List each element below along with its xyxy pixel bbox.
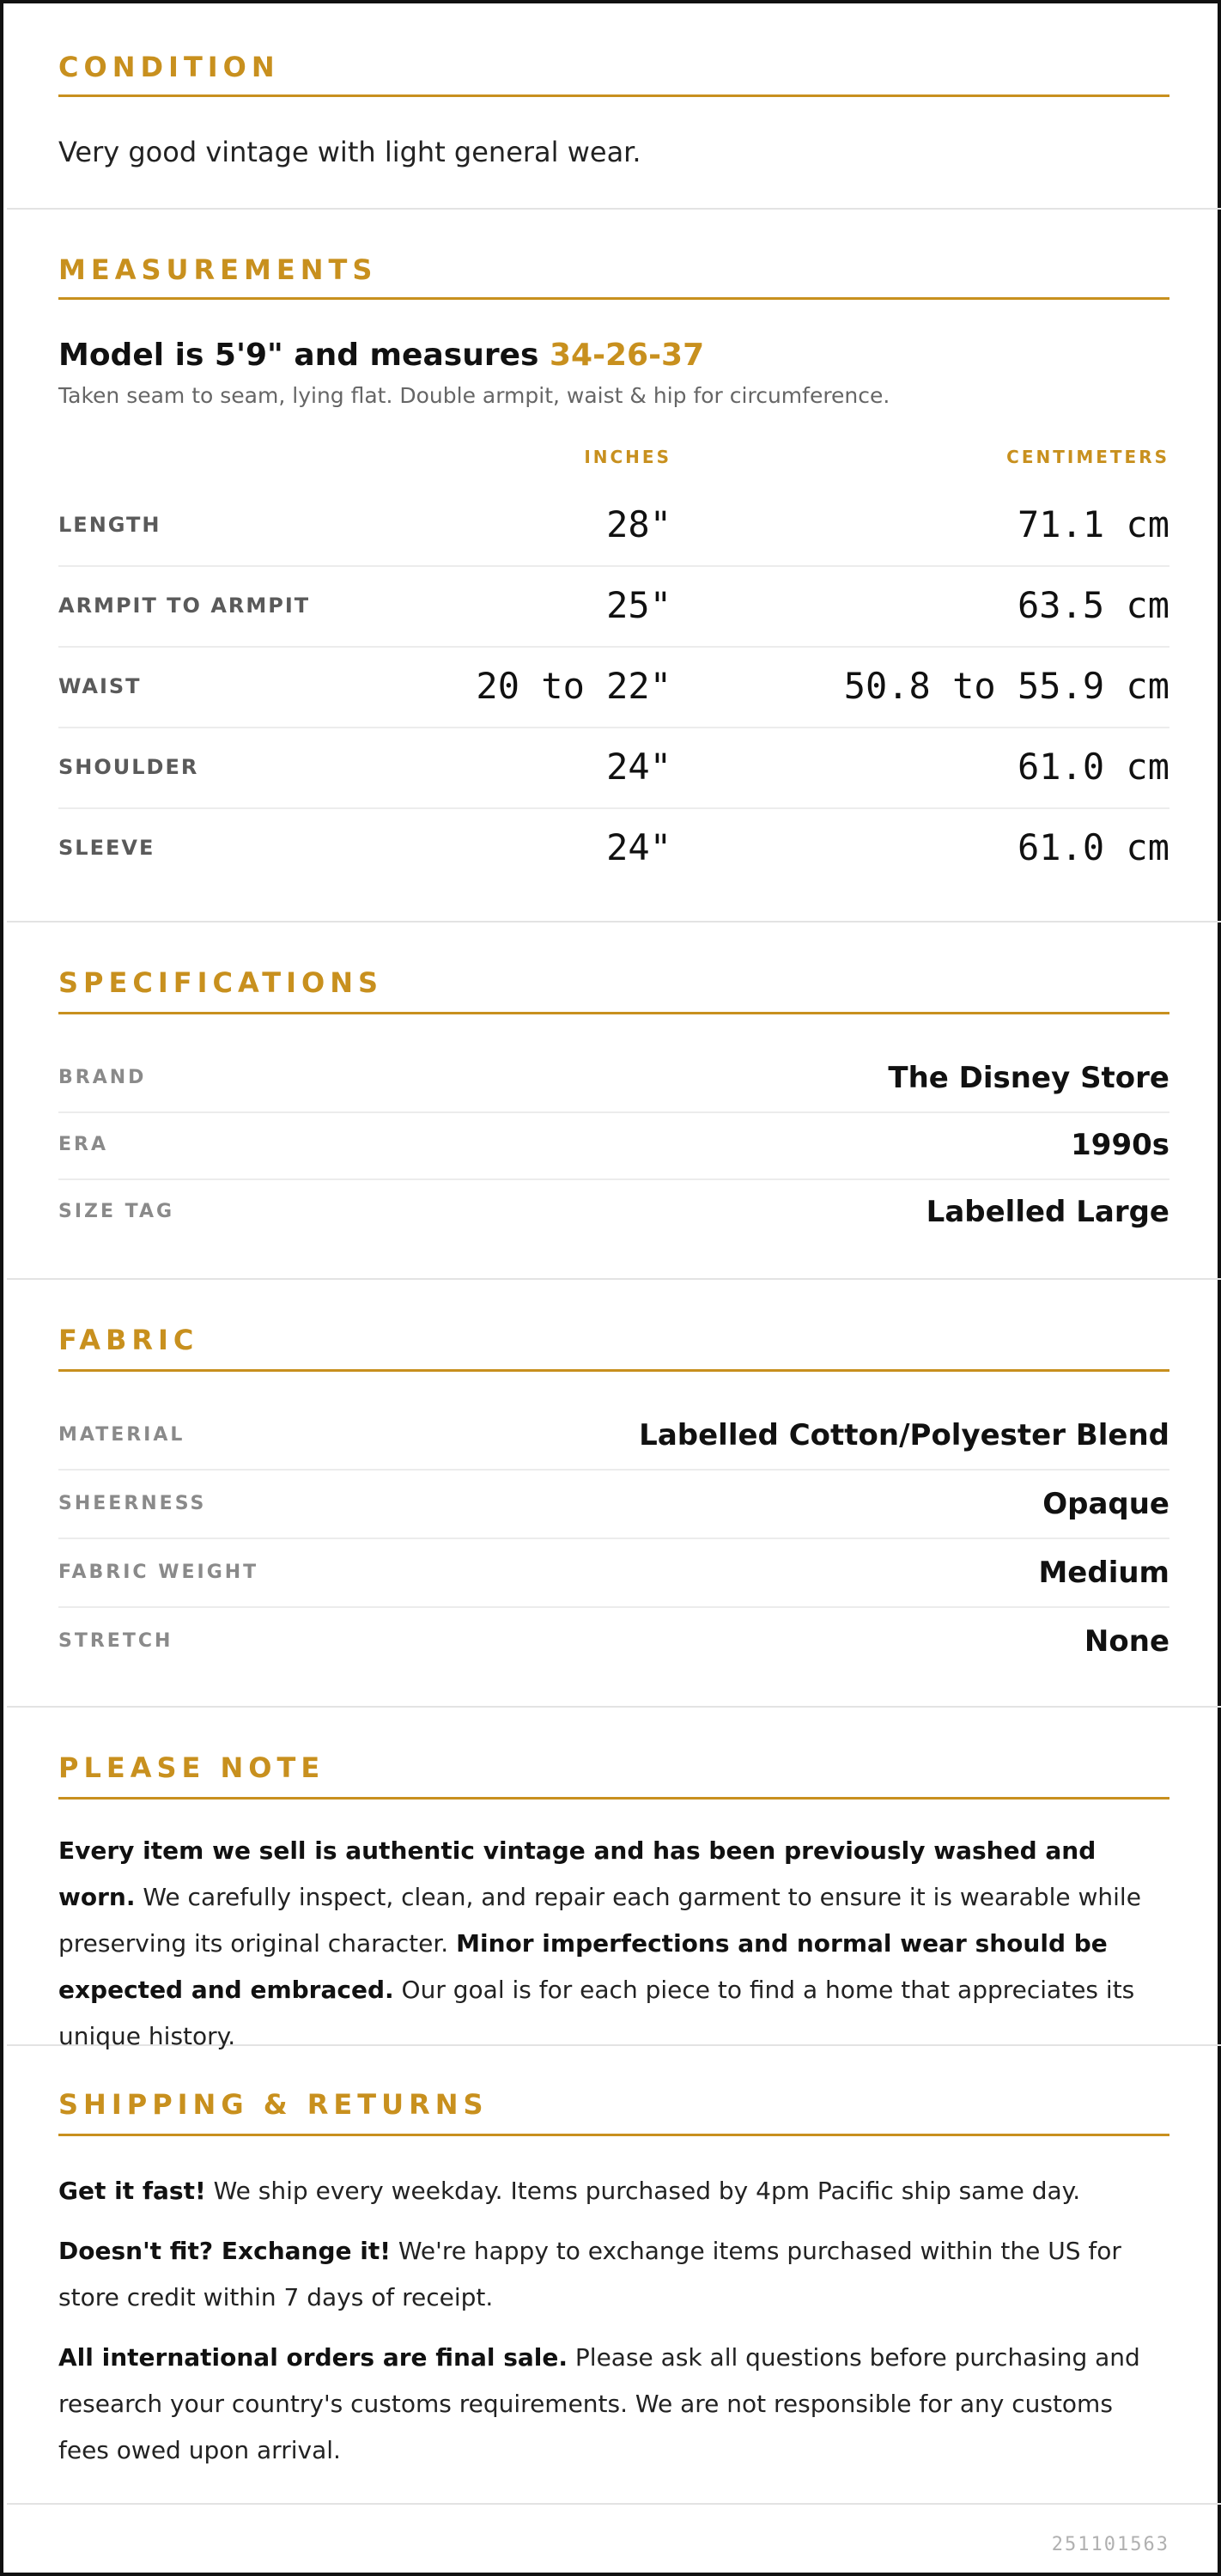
spec-value: Labelled Large: [926, 1195, 1169, 1229]
fabric-value: Labelled Cotton/Polyester Blend: [639, 1418, 1169, 1452]
measurement-row-length: [58, 484, 1169, 567]
spec-label: SIZE TAG: [58, 1201, 175, 1222]
measurement-cm: 50.8 to 55.9 cm: [843, 665, 1169, 707]
measurement-row-sleeve: [58, 807, 1169, 888]
note-rule: [58, 1797, 1169, 1800]
note-bold-2: Minor imperfections and normal wear should be expected and embraced.: [58, 1929, 1108, 2004]
note-section: [7, 1708, 1221, 2050]
model-prefix: Model is 5'9" and measures: [58, 338, 550, 373]
note-text-2: Our goal is for each piece to find a home that appreciates its unique history.: [58, 1976, 1135, 2050]
spec-row-era: [58, 1111, 1169, 1180]
measurement-inches: 20 to 22": [476, 665, 671, 707]
shipping-paragraph-2: [58, 2228, 1169, 2321]
spec-value: 1990s: [1071, 1128, 1169, 1162]
measurements-rule: [58, 297, 1169, 300]
spec-row-size-tag: [58, 1178, 1169, 1245]
fabric-value: Opaque: [1042, 1487, 1169, 1521]
measurement-cm: 61.0 cm: [1017, 826, 1169, 868]
measurement-label: SHOULDER: [58, 755, 199, 779]
measurement-inches: 28": [606, 503, 671, 545]
fabric-row-material: [58, 1402, 1169, 1471]
fabric-label: MATERIAL: [58, 1424, 185, 1446]
model-measurements: [58, 335, 1169, 376]
fabric-row-weight: [58, 1539, 1169, 1608]
fabric-section: [7, 1280, 1221, 1708]
fabric-value: None: [1084, 1624, 1169, 1659]
fabric-rule: [58, 1369, 1169, 1372]
shipping-text-3: Please ask all questions before purchasing and research your country's customs requirements. We are not responsible for any customs fees owed upon arrival.: [58, 2343, 1140, 2464]
shipping-text-2: We're happy to exchange items purchased within the US for store credit within 7 days of receipt.: [58, 2237, 1121, 2311]
note-bold-1: Every item we sell is authentic vintage and has been previously washed and worn.: [58, 1836, 1096, 1911]
condition-text: Very good vintage with light general wear.: [58, 136, 641, 168]
condition-heading: CONDITION: [58, 51, 280, 83]
measurement-cm: 71.1 cm: [1017, 503, 1169, 545]
measurement-row-waist: [58, 646, 1169, 728]
specifications-section: [7, 923, 1221, 1280]
note-heading: PLEASE NOTE: [58, 1751, 325, 1784]
shipping-bold-3: All international orders are final sale.: [58, 2343, 568, 2372]
inches-column-header: INCHES: [584, 447, 671, 467]
measurement-label: LENGTH: [58, 513, 161, 537]
measurement-inches: 24": [606, 746, 671, 788]
spec-label: BRAND: [58, 1067, 147, 1088]
model-measure-value: 34-26-37: [549, 338, 705, 373]
shipping-bold-1: Get it fast!: [58, 2177, 206, 2205]
condition-section: [7, 3, 1221, 210]
fabric-row-sheerness: [58, 1471, 1169, 1539]
specifications-heading: SPECIFICATIONS: [58, 966, 384, 999]
shipping-text-1: We ship every weekday. Items purchased by 4pm Pacific ship same day.: [205, 2177, 1081, 2205]
note-text-1: We carefully inspect, clean, and repair each garment to ensure it is wearable while preserving its original character.: [58, 1883, 1141, 1958]
measurement-inches: 25": [606, 584, 671, 626]
measurements-heading: MEASUREMENTS: [58, 253, 378, 286]
measurement-label: SLEEVE: [58, 836, 155, 860]
shipping-rule: [58, 2134, 1169, 2136]
measurement-cm: 63.5 cm: [1017, 584, 1169, 626]
shipping-paragraph-1: [58, 2168, 1169, 2214]
sku-number: 251101563: [1051, 2534, 1169, 2555]
fabric-heading: FABRIC: [58, 1324, 199, 1356]
fabric-row-stretch: [58, 1608, 1169, 1675]
measurement-label: WAIST: [58, 674, 142, 698]
specifications-rule: [58, 1012, 1169, 1014]
shipping-bold-2: Doesn't fit? Exchange it!: [58, 2237, 391, 2265]
shipping-paragraph-3: [58, 2335, 1169, 2474]
centimeters-column-header: CENTIMETERS: [1006, 447, 1169, 467]
measurement-note: Taken seam to seam, lying flat. Double armpit, waist & hip for circumference.: [58, 383, 890, 408]
fabric-label: STRETCH: [58, 1630, 173, 1652]
fabric-label: FABRIC WEIGHT: [58, 1562, 259, 1583]
fabric-value: Medium: [1038, 1556, 1169, 1590]
spec-value: The Disney Store: [888, 1061, 1169, 1095]
shipping-section: [7, 2046, 1221, 2505]
measurements-section: [7, 210, 1221, 923]
shipping-heading: SHIPPING & RETURNS: [58, 2088, 489, 2121]
measurement-label: ARMPIT TO ARMPIT: [58, 594, 311, 618]
spec-label: ERA: [58, 1134, 108, 1155]
measurement-cm: 61.0 cm: [1017, 746, 1169, 788]
footer-section: [7, 2505, 1221, 2576]
condition-rule: [58, 94, 1169, 97]
measurement-row-shoulder: [58, 727, 1169, 809]
measurement-inches: 24": [606, 826, 671, 868]
measurement-row-armpit: [58, 565, 1169, 648]
note-paragraph: [58, 1828, 1169, 2060]
fabric-label: SHEERNESS: [58, 1493, 207, 1514]
spec-row-brand: [58, 1044, 1169, 1113]
